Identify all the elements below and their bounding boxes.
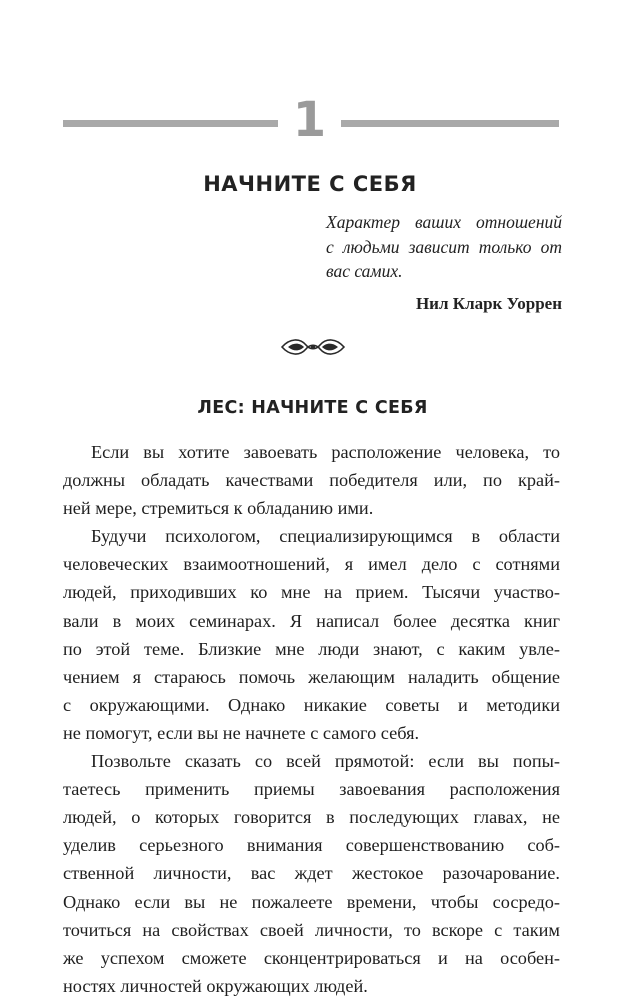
chapter-rule-right: [341, 120, 559, 127]
text-line: ней мере, стремиться к обладанию ими.: [63, 498, 374, 519]
chapter-rule-left: [63, 120, 278, 127]
text-line: чением я стараюсь помочь желающим наладить общение: [63, 666, 560, 687]
text-line: Будучи психологом, специализирующимся в области: [91, 526, 560, 547]
epigraph-quote: [326, 210, 562, 284]
text-line: ностях личностей окружающих людей.: [63, 975, 368, 996]
text-line: людей, о которых говорится в последующих главах, не: [63, 807, 560, 828]
chapter-title: НАЧНИТЕ С СЕБЯ: [203, 172, 417, 196]
chapter-number: 1: [292, 92, 327, 148]
text-line: должны обладать качествами победителя или, по край-: [63, 470, 560, 491]
paragraph-1: [63, 438, 560, 522]
epigraph-author: Нил Кларк Уоррен: [415, 294, 562, 313]
text-line: людей, приходивших ко мне на прием. Тысячи участво-: [63, 582, 560, 603]
text-line: не помогут, если вы не начнете с самого себя.: [63, 722, 420, 743]
text-line: Однако если вы не пожалеете времени, чтобы сосредо-: [63, 891, 560, 912]
text-line: человеческих взаимоотношений, я имел дело с сотнями: [63, 554, 560, 575]
text-line: уделив серьезного внимания совершенствованию соб-: [63, 835, 560, 856]
paragraph-2: [63, 522, 560, 747]
text-line: Позвольте сказать со всей прямотой: если вы попы-: [91, 751, 560, 772]
epigraph-line: вас самих.: [326, 261, 403, 281]
text-line: с окружающими. Однако никакие советы и методики: [63, 694, 560, 715]
epigraph-line: с людьми зависит только от: [326, 236, 562, 257]
paragraph-3: [63, 747, 560, 1000]
text-line: по этой теме. Близкие мне люди знают, с каким увле-: [63, 638, 560, 659]
text-line: ственной личности, вас ждет жестокое разочарование.: [63, 863, 560, 884]
text-line: точиться на свойствах своей личности, то вскоре с таким: [63, 919, 560, 940]
flourish-ornament-icon: [280, 336, 346, 358]
section-title: ЛЕС: НАЧНИТЕ С СЕБЯ: [197, 398, 428, 418]
epigraph-line: Характер ваших отношений: [326, 212, 562, 232]
text-line: вали в моих семинарах. Я написал более десятка книг: [63, 610, 560, 631]
text-line: Если вы хотите завоевать расположение человека, то: [91, 442, 560, 462]
text-line: же успехом сможете сконцентрироваться и на особен-: [63, 947, 560, 968]
text-line: таетесь применить приемы завоевания расположения: [63, 779, 560, 800]
body-text: [63, 438, 560, 1000]
